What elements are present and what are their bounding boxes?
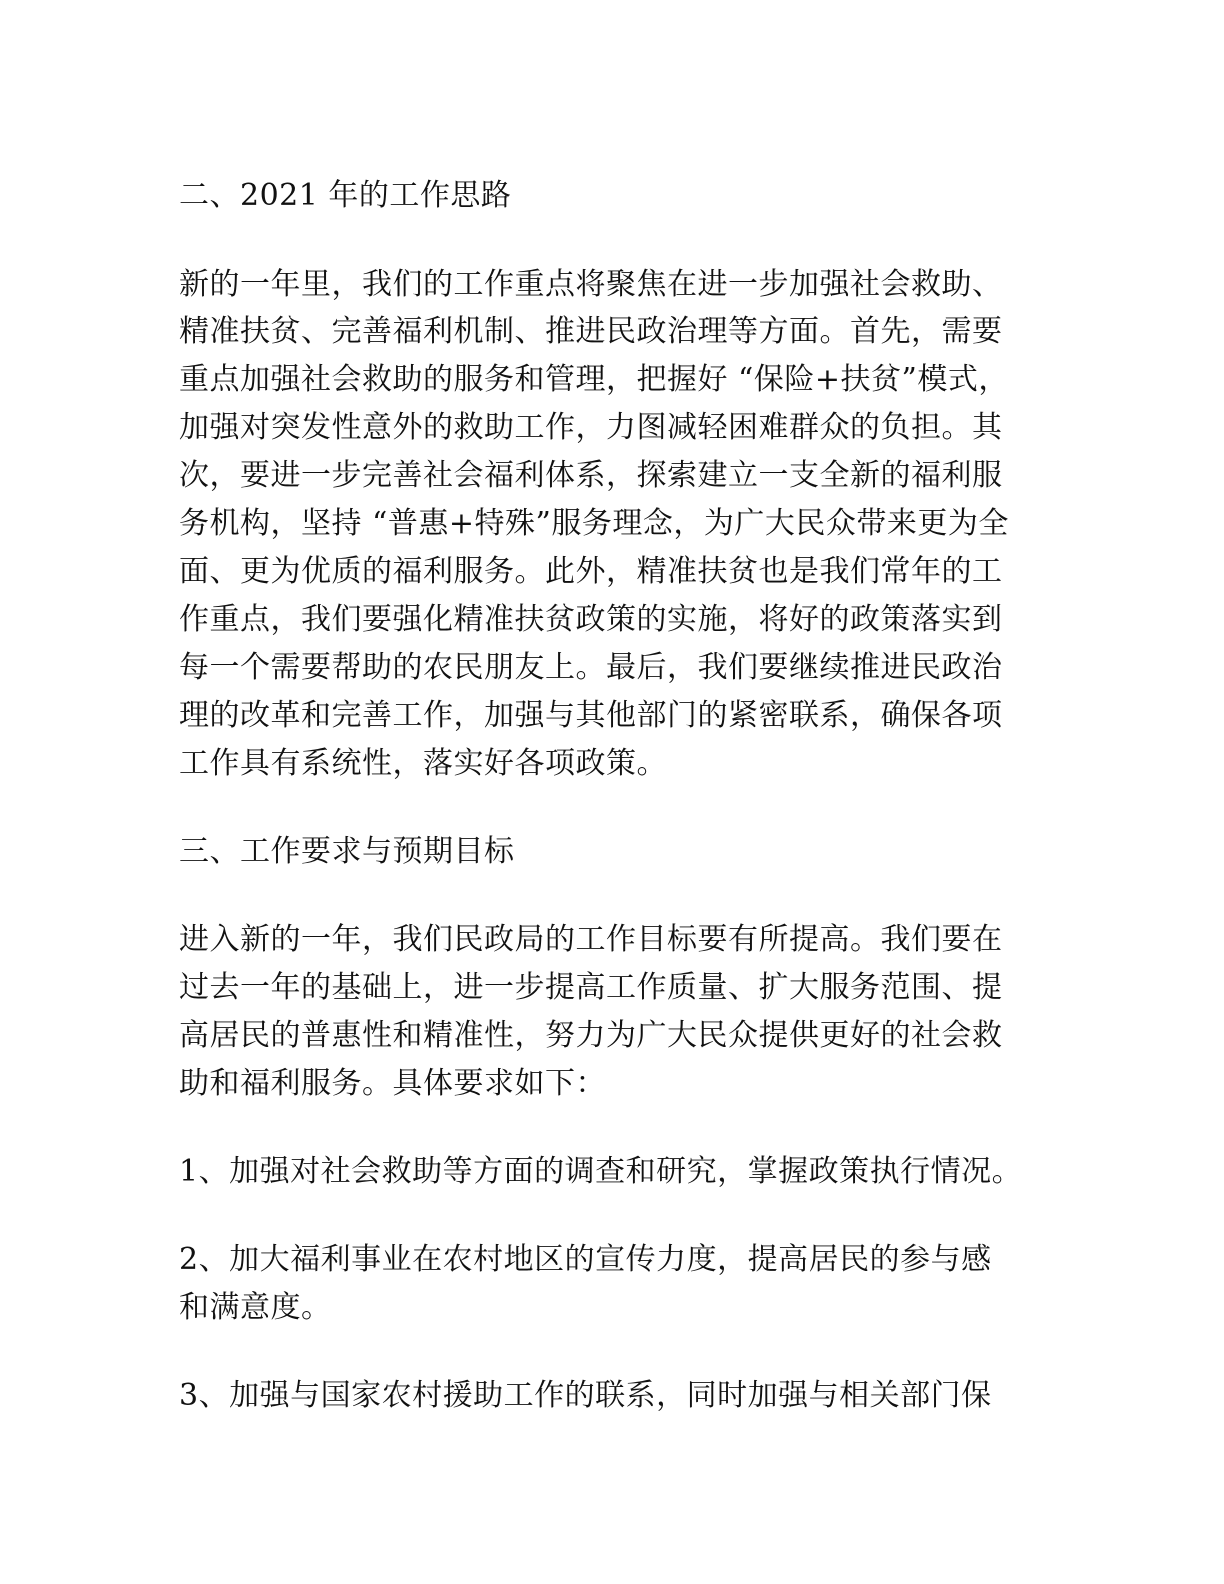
paragraph-line: 高居民的普惠性和精准性，努力为广大民众提供更好的社会救 [179,1018,1003,1053]
paragraph-line: 次，要进一步完善社会福利体系，探索建立一支全新的福利服 [179,458,1003,493]
list-item-line: 2、加大福利事业在农村地区的宣传力度，提高居民的参与感 [179,1242,992,1277]
paragraph-line: 重点加强社会救助的服务和管理，把握好 “保险+扶贫”模式， [179,362,1009,397]
paragraph-line: 进入新的一年，我们民政局的工作目标要有所提高。我们要在 [179,922,1003,957]
paragraph-line: 务机构，坚持 “普惠+特殊”服务理念，为广大民众带来更为全 [179,506,1009,541]
paragraph-line: 作重点，我们要强化精准扶贫政策的实施，将好的政策落实到 [179,602,1003,637]
paragraph-line: 每一个需要帮助的农民朋友上。最后，我们要继续推进民政治 [179,650,1003,685]
paragraph-line: 面、更为优质的福利服务。此外，精准扶贫也是我们常年的工 [179,554,1003,589]
list-item-line: 和满意度。 [179,1290,332,1325]
paragraph-line: 精准扶贫、完善福利机制、推进民政治理等方面。首先，需要 [179,314,1003,349]
paragraph-line: 助和福利服务。具体要求如下： [179,1066,606,1101]
list-item-line: 1、加强对社会救助等方面的调查和研究，掌握政策执行情况。 [179,1154,1023,1189]
paragraph-line: 工作具有系统性，落实好各项政策。 [179,746,667,781]
paragraph-line: 新的一年里，我们的工作重点将聚焦在进一步加强社会救助、 [179,267,1003,302]
section-heading-requirements-goals: 三、工作要求与预期目标 [179,834,515,869]
paragraph-line: 理的改革和完善工作，加强与其他部门的紧密联系，确保各项 [179,698,1003,733]
paragraph-line: 过去一年的基础上，进一步提高工作质量、扩大服务范围、提 [179,970,1003,1005]
paragraph-line: 加强对突发性意外的救助工作，力图减轻困难群众的负担。其 [179,410,1003,445]
list-item-line: 3、加强与国家农村援助工作的联系，同时加强与相关部门保 [179,1378,992,1413]
section-heading-work-ideas: 二、2021 年的工作思路 [179,178,512,213]
